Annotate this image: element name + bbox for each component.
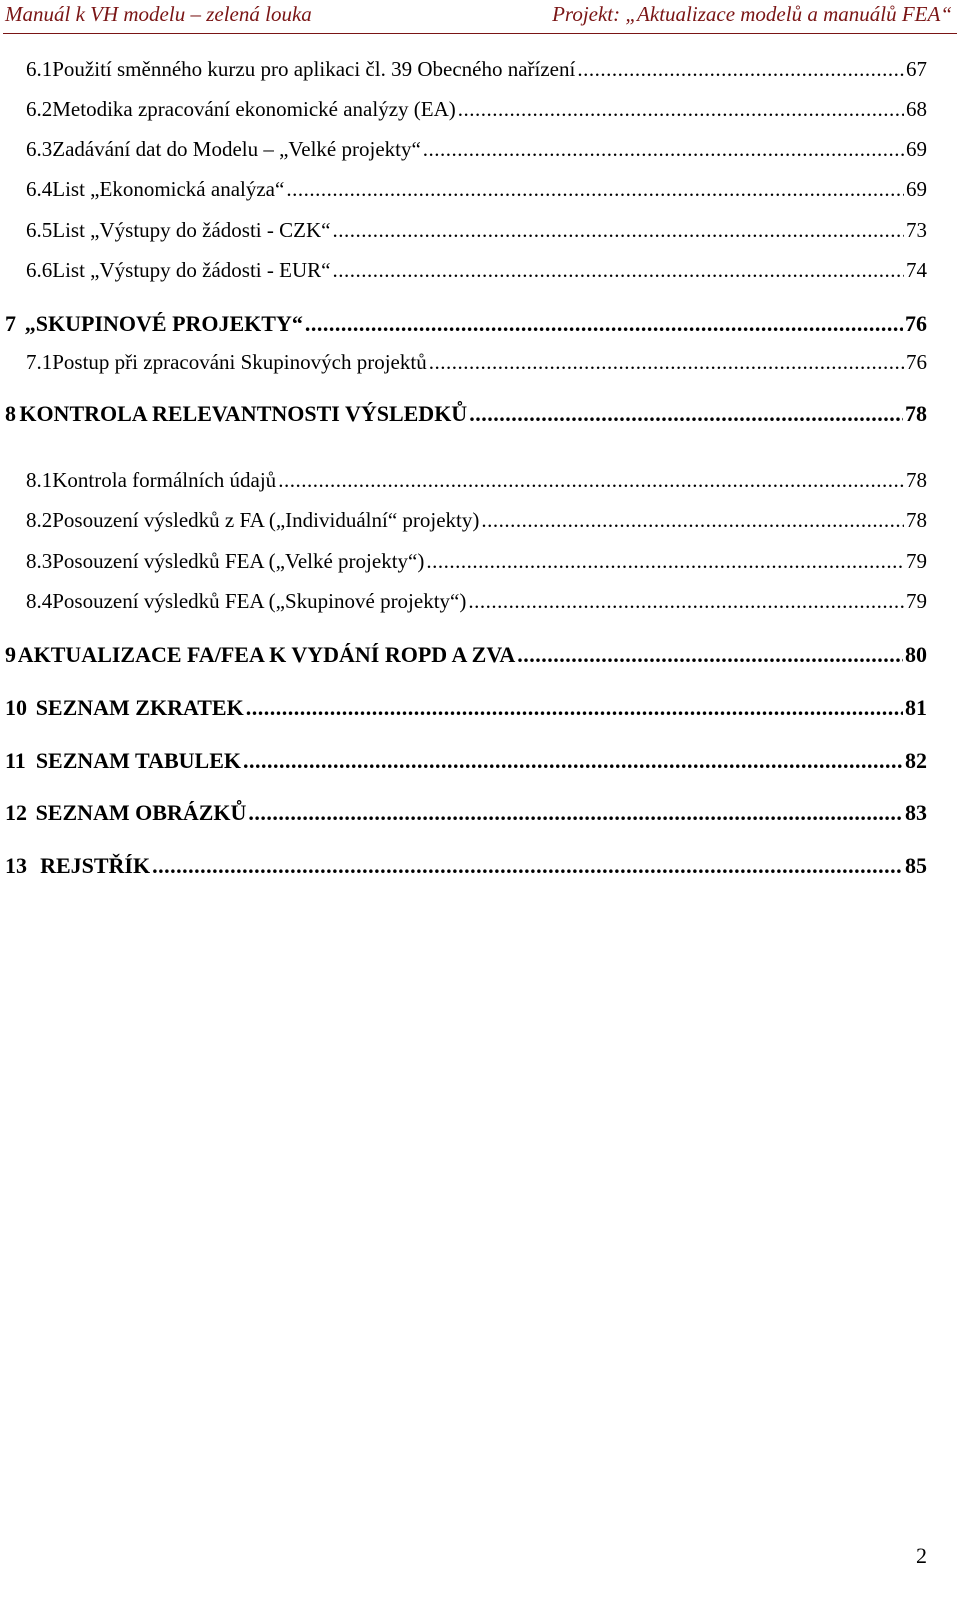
toc-entry-6-4[interactable] (0, 177, 960, 207)
toc-title: List „Výstupy do žádosti - CZK“ (52, 218, 331, 242)
toc-leader (332, 218, 904, 243)
toc-page: 76 (905, 311, 927, 336)
toc-number: 7.1 (26, 350, 53, 374)
toc-entry-8-2[interactable] (0, 508, 960, 538)
toc-leader (458, 97, 904, 122)
toc-leader (468, 589, 904, 614)
toc-page: 85 (905, 853, 927, 878)
toc-page: 78 (906, 468, 927, 492)
toc-title: Metodika zpracování ekonomické analýzy (EA) (52, 97, 456, 121)
toc-number: 6.1 (26, 57, 53, 81)
toc-page: 78 (905, 401, 927, 426)
toc-entry-7[interactable] (0, 311, 960, 341)
toc-number: 6.2 (26, 97, 53, 121)
toc-title: List „Výstupy do žádosti - EUR“ (52, 258, 331, 282)
toc-leader (286, 177, 904, 202)
toc-title: REJSTŘÍK (40, 853, 151, 878)
toc-entry-8[interactable] (0, 401, 960, 431)
toc-entry-6-3[interactable] (0, 137, 960, 167)
toc-leader (246, 695, 903, 721)
toc-leader (332, 258, 904, 283)
toc-page: 83 (905, 800, 927, 825)
toc-leader (469, 401, 903, 427)
toc-entry-6-5[interactable] (0, 218, 960, 248)
toc-title: „SKUPINOVÉ PROJEKTY“ (24, 311, 303, 336)
toc-entry-9[interactable] (0, 642, 960, 672)
toc-entry-8-4[interactable] (0, 589, 960, 619)
toc-number: 6.4 (26, 177, 53, 201)
toc-page: 79 (906, 549, 927, 573)
toc-title: Posouzení výsledků FEA („Velké projekty“) (52, 549, 425, 573)
toc-number: 6.6 (26, 258, 53, 282)
toc-leader (278, 468, 904, 493)
toc-page: 78 (906, 508, 927, 532)
toc-title: Kontrola formálních údajů (52, 468, 277, 492)
toc-leader (517, 642, 903, 668)
toc-title: SEZNAM ZKRATEK (35, 695, 244, 720)
toc-title: KONTROLA RELEVANTNOSTI VÝSLEDKŮ (19, 401, 468, 426)
toc-number: 6.5 (26, 218, 53, 242)
toc-number: 8.2 (26, 508, 53, 532)
toc-entry-7-1[interactable] (0, 350, 960, 380)
header-document-title: Manuál k VH modelu – zelená louka (5, 2, 312, 26)
toc-title: SEZNAM OBRÁZKŮ (35, 800, 247, 825)
toc-page: 82 (905, 748, 927, 773)
toc-leader (152, 853, 903, 879)
toc-page: 69 (906, 177, 927, 201)
toc-page: 69 (906, 137, 927, 161)
toc-title: Posouzení výsledků z FA („Individuální“ projekty) (52, 508, 480, 532)
toc-entry-10[interactable] (0, 695, 960, 725)
toc-entry-6-2[interactable] (0, 97, 960, 127)
toc-title: List „Ekonomická analýza“ (52, 177, 285, 201)
header-project-title: Projekt: „Aktualizace modelů a manuálů FEA“ (552, 2, 952, 26)
toc-leader (426, 549, 904, 574)
toc-number: 8.1 (26, 468, 53, 492)
toc-number: 9 (5, 642, 16, 667)
toc-entry-6-6[interactable] (0, 258, 960, 288)
toc-page: 76 (906, 350, 927, 374)
toc-number: 8.3 (26, 549, 53, 573)
toc-title: AKTUALIZACE FA/FEA K VYDÁNÍ ROPD A ZVA (17, 642, 516, 667)
toc-leader (305, 311, 903, 337)
toc-entry-8-3[interactable] (0, 549, 960, 579)
toc-number: 6.3 (26, 137, 53, 161)
toc-number: 8 (5, 401, 16, 426)
toc-leader (248, 800, 903, 826)
toc-number: 11 (5, 748, 26, 773)
toc-page: 74 (906, 258, 927, 282)
toc-page: 73 (906, 218, 927, 242)
toc-number: 7 (5, 311, 16, 336)
toc-number: 8.4 (26, 589, 53, 613)
toc-entry-11[interactable] (0, 748, 960, 778)
toc-title: Postup při zpracováni Skupinových projektů (52, 350, 427, 374)
toc-page: 79 (906, 589, 927, 613)
toc-leader (429, 350, 904, 375)
toc-title: Použití směnného kurzu pro aplikaci čl. 39 Obecného nařízení (52, 57, 576, 81)
toc-page: 68 (906, 97, 927, 121)
toc-leader (243, 748, 903, 774)
toc-leader (481, 508, 904, 533)
toc-title: Zadávání dat do Modelu – „Velké projekty“ (52, 137, 421, 161)
toc-page: 80 (905, 642, 927, 667)
toc-leader (423, 137, 904, 162)
page-header (0, 0, 960, 30)
toc-page: 67 (906, 57, 927, 81)
toc-entry-13[interactable] (0, 853, 960, 883)
toc-leader (577, 57, 904, 82)
toc-title: SEZNAM TABULEK (35, 748, 241, 773)
toc-number: 13 (5, 853, 27, 878)
header-rule (3, 33, 957, 34)
page-number: 2 (916, 1543, 927, 1568)
toc-page: 81 (905, 695, 927, 720)
toc-entry-8-1[interactable] (0, 468, 960, 498)
toc-title: Posouzení výsledků FEA („Skupinové projekty“) (52, 589, 467, 613)
toc-number: 10 (5, 695, 27, 720)
toc-entry-6-1[interactable] (0, 57, 960, 87)
toc-entry-12[interactable] (0, 800, 960, 830)
toc-number: 12 (5, 800, 27, 825)
